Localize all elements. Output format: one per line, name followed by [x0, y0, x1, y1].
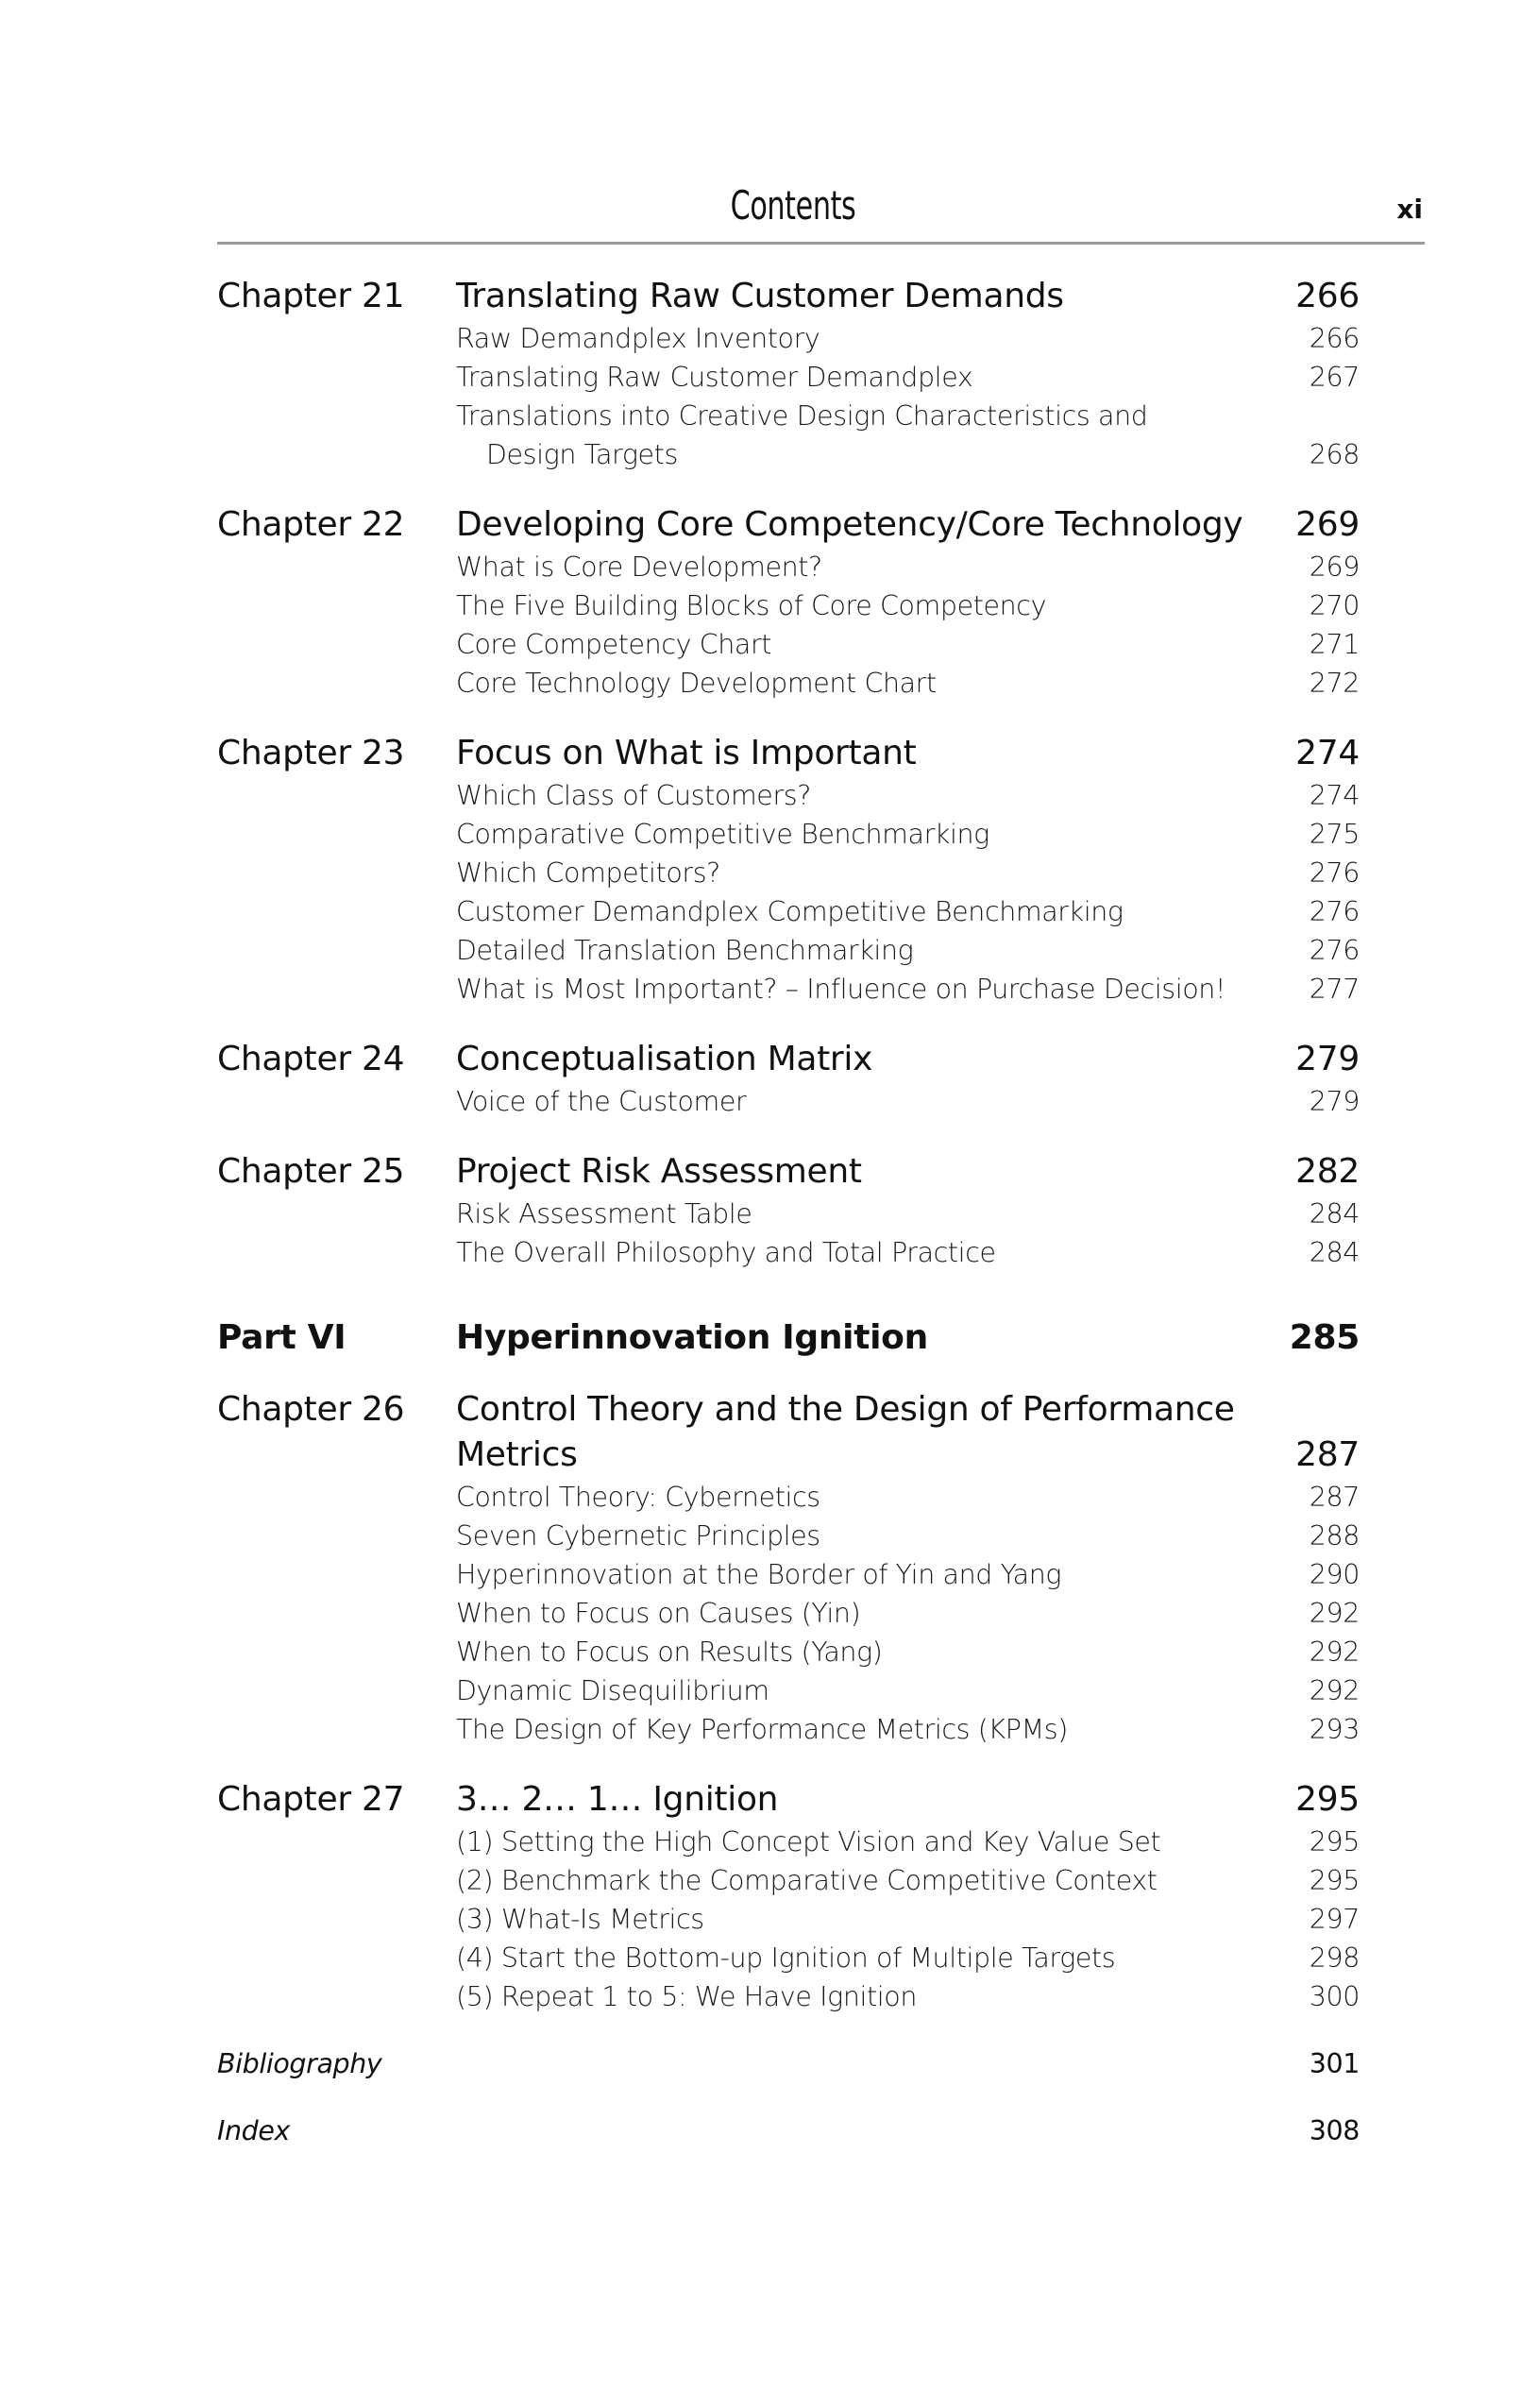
chapter-24 — [217, 1037, 1360, 1121]
chapter-heading[interactable] — [217, 1777, 1360, 1823]
entry-title: What is Core Development? — [456, 551, 822, 583]
entry-title: Comparative Competitive Benchmarking — [456, 819, 989, 850]
entry-page: 275 — [1309, 819, 1360, 850]
chapter-title: Translating Raw Customer Demands — [456, 277, 1064, 315]
entry-page: 284 — [1309, 1237, 1360, 1268]
entry-title: Risk Assessment Table — [456, 1198, 752, 1229]
entry-page: 268 — [1309, 439, 1360, 470]
chapter-heading[interactable] — [217, 1149, 1360, 1195]
chapter-title: Developing Core Competency/Core Technology — [456, 505, 1243, 544]
part-page: 285 — [1289, 1318, 1360, 1357]
entry-page: 276 — [1309, 857, 1360, 889]
entry-title: (1) Setting the High Concept Vision and Key Value Set — [456, 1826, 1161, 1857]
entry-page: 267 — [1309, 362, 1360, 393]
part-label: Part VI — [217, 1318, 346, 1357]
entry-title: Customer Demandplex Competitive Benchmarking — [456, 896, 1124, 927]
page-number: xi — [1396, 194, 1423, 225]
entry-page: 276 — [1309, 935, 1360, 966]
entry-page: 295 — [1309, 1826, 1360, 1857]
back-matter-page: 308 — [1309, 2115, 1360, 2146]
entry-title: Translations into Creative Design Characteristics and — [456, 400, 1148, 432]
chapter-22 — [217, 502, 1360, 703]
entry-title: Translating Raw Customer Demandplex — [456, 362, 973, 393]
entry-page: 293 — [1309, 1714, 1360, 1745]
entry-page: 295 — [1309, 1865, 1360, 1896]
entry-page: 297 — [1309, 1904, 1360, 1935]
chapter-27 — [217, 1777, 1360, 2016]
toc-entry[interactable] — [456, 815, 1360, 854]
entry-title: Raw Demandplex Inventory — [456, 323, 820, 354]
entry-page: 292 — [1309, 1636, 1360, 1668]
entry-page: 279 — [1309, 1086, 1360, 1117]
entry-page: 288 — [1309, 1520, 1360, 1552]
entry-page: 284 — [1309, 1198, 1360, 1229]
entry-page: 292 — [1309, 1675, 1360, 1706]
toc-entry[interactable] — [456, 1594, 1360, 1633]
entry-title: The Overall Philosophy and Total Practice — [456, 1237, 996, 1268]
chapter-heading-continued[interactable] — [217, 1433, 1360, 1478]
chapter-heading[interactable] — [217, 274, 1360, 319]
chapter-title: Conceptualisation Matrix — [456, 1040, 873, 1078]
entry-title: (2) Benchmark the Comparative Competitive Context — [456, 1865, 1158, 1896]
entry-title: Detailed Translation Benchmarking — [456, 935, 914, 966]
toc-entry[interactable] — [456, 397, 1360, 435]
entry-page: 266 — [1309, 323, 1360, 354]
toc-entry[interactable] — [456, 586, 1360, 625]
entry-page: 287 — [1309, 1482, 1360, 1513]
toc-entry[interactable] — [456, 435, 1360, 474]
toc-entry[interactable] — [456, 1633, 1360, 1671]
toc-entry[interactable] — [456, 1977, 1360, 2016]
part-title: Hyperinnovation Ignition — [456, 1318, 928, 1357]
entry-title: Design Targets — [486, 439, 678, 470]
toc-entry[interactable] — [456, 1900, 1360, 1939]
toc-entry[interactable] — [456, 892, 1360, 931]
back-matter-label: Bibliography — [217, 2048, 382, 2079]
entry-title: (3) What-Is Metrics — [456, 1904, 704, 1935]
entry-page: 276 — [1309, 896, 1360, 927]
chapter-page: 282 — [1295, 1152, 1360, 1191]
entry-title: When to Focus on Results (Yang) — [456, 1636, 883, 1668]
toc-entry[interactable] — [456, 625, 1360, 664]
entry-page: 290 — [1309, 1559, 1360, 1590]
chapter-heading[interactable] — [217, 731, 1360, 776]
toc-entry[interactable] — [456, 854, 1360, 892]
chapter-title-line-2: Metrics — [456, 1435, 578, 1474]
entry-title: The Five Building Blocks of Core Competency — [456, 590, 1047, 621]
entry-page: 298 — [1309, 1942, 1360, 1974]
toc-entry[interactable] — [456, 1939, 1360, 1977]
chapter-heading[interactable] — [217, 1037, 1360, 1082]
chapter-heading[interactable] — [217, 1387, 1360, 1433]
entry-title: Hyperinnovation at the Border of Yin and Yang — [456, 1559, 1062, 1590]
entry-page: 271 — [1309, 629, 1360, 660]
part-heading[interactable] — [217, 1315, 1360, 1361]
toc-entry[interactable] — [456, 1861, 1360, 1900]
entry-title: What is Most Important? – Influence on Purchase Decision! — [456, 974, 1226, 1005]
running-title: Contents — [730, 182, 856, 229]
chapter-page: 279 — [1295, 1040, 1360, 1078]
entry-title: Which Class of Customers? — [456, 780, 811, 811]
chapter-page: 269 — [1295, 505, 1360, 544]
chapter-page: 266 — [1295, 277, 1360, 315]
toc-entry[interactable] — [456, 1195, 1360, 1233]
toc-entry[interactable] — [456, 1710, 1360, 1749]
chapter-title: 3… 2… 1… Ignition — [456, 1780, 779, 1819]
toc-entry[interactable] — [456, 1823, 1360, 1861]
chapter-label: Chapter 27 — [217, 1780, 405, 1819]
table-of-contents — [217, 274, 1360, 2179]
toc-entry[interactable] — [456, 1478, 1360, 1517]
back-matter-page: 301 — [1309, 2048, 1360, 2079]
entry-title: When to Focus on Causes (Yin) — [456, 1598, 861, 1629]
entry-title: (5) Repeat 1 to 5: We Have Ignition — [456, 1981, 918, 2012]
entry-page: 272 — [1309, 668, 1360, 699]
index-entry[interactable] — [217, 2111, 1360, 2150]
chapter-26 — [217, 1387, 1360, 1749]
toc-entry[interactable] — [456, 358, 1360, 397]
chapter-label: Chapter 25 — [217, 1152, 405, 1191]
header-rule — [217, 242, 1425, 245]
entry-title: Seven Cybernetic Principles — [456, 1520, 820, 1552]
entry-title: Core Technology Development Chart — [456, 668, 937, 699]
entry-page: 270 — [1309, 590, 1360, 621]
chapter-page: 274 — [1295, 734, 1360, 772]
chapter-label: Chapter 23 — [217, 734, 405, 772]
bibliography-entry[interactable] — [217, 2044, 1360, 2083]
toc-entry[interactable] — [456, 664, 1360, 703]
chapter-label: Chapter 22 — [217, 505, 405, 544]
chapter-title: Focus on What is Important — [456, 734, 917, 772]
toc-entry[interactable] — [456, 319, 1360, 358]
toc-entry[interactable] — [456, 548, 1360, 586]
entry-page: 269 — [1309, 551, 1360, 583]
chapter-23 — [217, 731, 1360, 1009]
chapter-title: Project Risk Assessment — [456, 1152, 862, 1191]
entry-title: Core Competency Chart — [456, 629, 772, 660]
entry-title: (4) Start the Bottom-up Ignition of Multiple Targets — [456, 1942, 1116, 1974]
entry-title: Control Theory: Cybernetics — [456, 1482, 820, 1513]
entry-page: 277 — [1309, 974, 1360, 1005]
chapter-label: Chapter 26 — [217, 1390, 405, 1429]
toc-entry[interactable] — [456, 1517, 1360, 1555]
entry-title: Voice of the Customer — [456, 1086, 747, 1117]
entry-title: Dynamic Disequilibrium — [456, 1675, 769, 1706]
entry-title: Which Competitors? — [456, 857, 720, 889]
entry-page: 300 — [1309, 1981, 1360, 2012]
chapter-label: Chapter 24 — [217, 1040, 405, 1078]
toc-entry[interactable] — [456, 1671, 1360, 1710]
chapter-25 — [217, 1149, 1360, 1272]
back-matter-label: Index — [217, 2115, 290, 2146]
entry-page: 292 — [1309, 1598, 1360, 1629]
chapter-page: 287 — [1295, 1435, 1360, 1474]
part-vi — [217, 1315, 1360, 1361]
toc-entry[interactable] — [456, 776, 1360, 815]
toc-entry[interactable] — [456, 931, 1360, 970]
entry-page: 274 — [1309, 780, 1360, 811]
entry-title: The Design of Key Performance Metrics (KPMs) — [456, 1714, 1068, 1745]
toc-entry[interactable] — [456, 1555, 1360, 1594]
chapter-heading[interactable] — [217, 502, 1360, 548]
toc-entry[interactable] — [456, 970, 1360, 1009]
toc-entry[interactable] — [456, 1233, 1360, 1272]
toc-entry[interactable] — [456, 1082, 1360, 1121]
chapter-title-line-1: Control Theory and the Design of Performance — [456, 1390, 1235, 1429]
chapter-label: Chapter 21 — [217, 277, 405, 315]
chapter-21 — [217, 274, 1360, 474]
chapter-page: 295 — [1295, 1780, 1360, 1819]
